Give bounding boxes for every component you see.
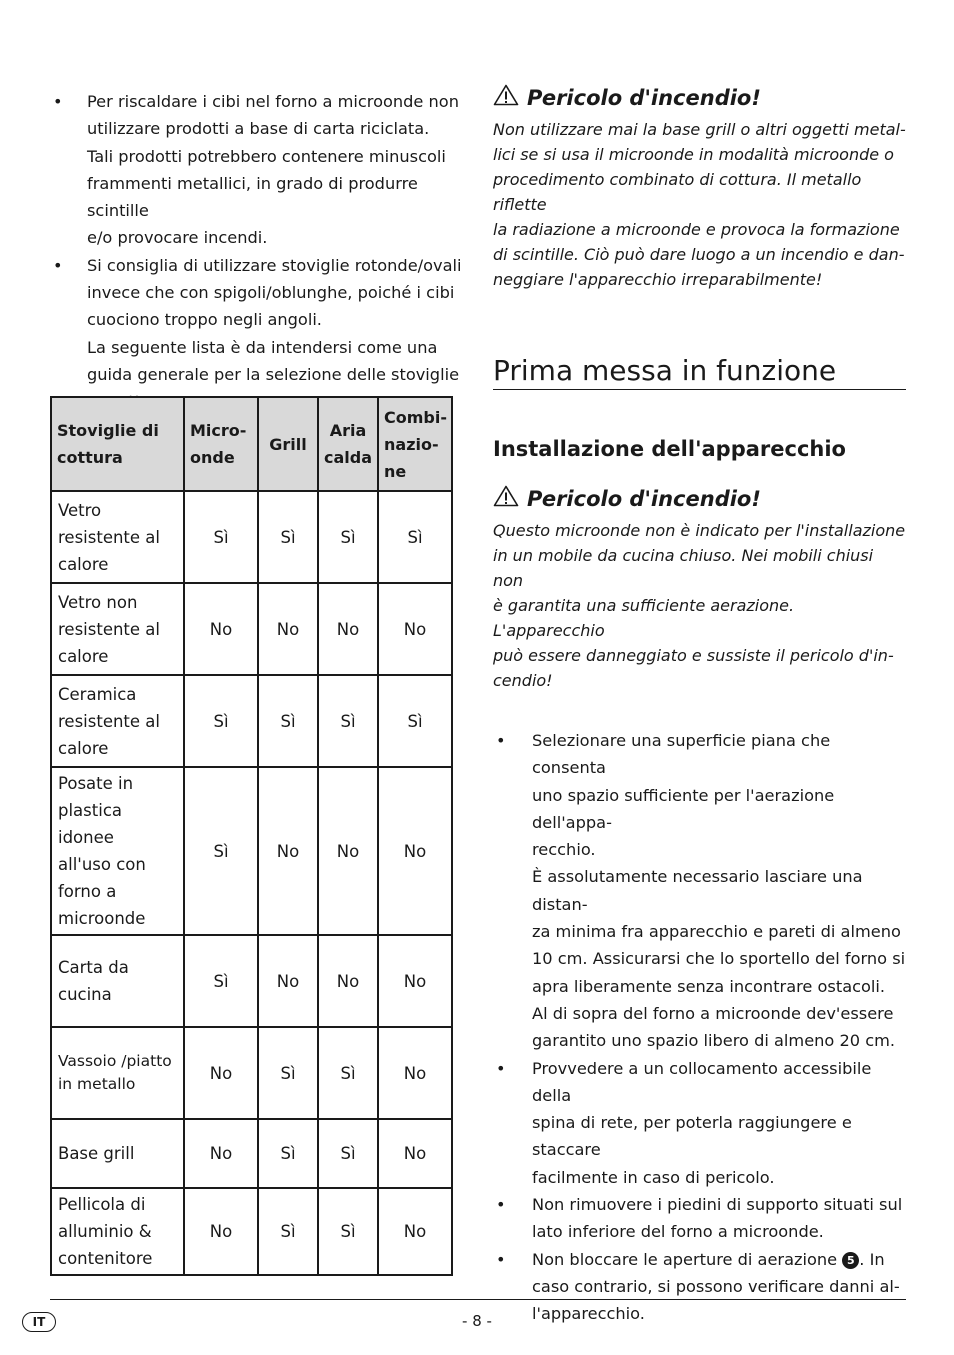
table-cell: No [184, 1027, 258, 1119]
warning-fire-1 [493, 84, 906, 292]
table-cell: No [258, 583, 318, 675]
warning-triangle-icon [493, 485, 519, 512]
bullet-line: Selezionare una superficie piana che consenta [532, 731, 831, 778]
cell-line: Base grill [58, 1144, 135, 1163]
warning-heading [493, 84, 906, 111]
right-column [493, 84, 906, 1328]
cell-line: in metallo [58, 1075, 136, 1093]
installation-bullet-list [493, 727, 906, 1328]
warning-heading [493, 485, 906, 512]
cell-line: forno a [58, 882, 117, 901]
table-cell: No [378, 1188, 452, 1275]
table-cell: Sì [318, 1188, 378, 1275]
bullet-icon: • [496, 731, 506, 750]
table-row [51, 1188, 452, 1275]
cell-line: microonde [58, 909, 146, 928]
table-cell: No [378, 935, 452, 1027]
header-line: cottura [57, 448, 123, 467]
cookware-name [51, 935, 184, 1027]
table-cell: Sì [318, 1119, 378, 1188]
subsection-title: Installazione dell'apparecchio [493, 437, 846, 461]
header-hot-air [318, 397, 378, 491]
text-segment: Non bloccare le aperture di aerazione [532, 1249, 843, 1269]
header-line: Stoviglie di [57, 421, 159, 440]
cell-line: Posate in [58, 774, 134, 793]
text-line: di scintille. Ciò può dare luogo a un incendio e dan- [493, 245, 905, 264]
cell-line: Ceramica [58, 684, 137, 704]
table-row [51, 935, 452, 1027]
list-item [493, 1191, 906, 1246]
text-line: procedimento combinato di cottura. Il metallo riflette [493, 170, 862, 214]
cell-line: calore [58, 646, 109, 666]
cookware-name [51, 583, 184, 675]
text-segment: . In [859, 1249, 885, 1269]
cell-line: resistente al [58, 619, 160, 639]
cell-line: Pellicola di [58, 1195, 146, 1214]
list-item [493, 1055, 906, 1191]
bullet-line: spina di rete, per poterla raggiungere e staccare [532, 1113, 852, 1160]
cookware-name [51, 1027, 184, 1119]
cookware-name [51, 1119, 184, 1188]
table-cell: Sì [258, 675, 318, 767]
table-cell: Sì [184, 491, 258, 583]
table-cell: No [318, 935, 378, 1027]
bullet-icon: • [496, 1249, 506, 1269]
table-row [51, 583, 452, 675]
cell-line: plastica idonee [58, 801, 123, 847]
table-cell: No [318, 583, 378, 675]
bullet-line: Per riscaldare i cibi nel forno a microonde non [87, 92, 459, 111]
cell-line: Vetro non [58, 592, 138, 612]
header-grill [258, 397, 318, 491]
table-header-row [51, 397, 452, 491]
cookware-table [50, 396, 453, 1276]
cookware-name [51, 491, 184, 583]
bullet-line: La seguente lista è da intendersi come una [87, 337, 438, 357]
bullet-line: 10 cm. Assicurarsi che lo sportello del forno si [532, 949, 906, 969]
bullet-line: Non rimuovere i piedini di supporto situati sul [532, 1195, 903, 1215]
header-cookware [51, 397, 184, 491]
table-cell: No [318, 767, 378, 935]
header-line: calda [324, 448, 373, 467]
table-row [51, 767, 452, 935]
table-cell: Sì [378, 491, 452, 583]
table-cell: No [378, 583, 452, 675]
text-line: lici se si usa il microonde in modalità microonde o [493, 145, 894, 164]
text-line: neggiare l'apparecchio irreparabilmente! [493, 270, 823, 289]
list-item [50, 252, 465, 416]
table-row [51, 491, 452, 583]
bullet-line: e/o provocare incendi. [87, 228, 268, 248]
list-item [493, 727, 906, 1055]
text-line: Questo microonde non è indicato per l'installazione [493, 521, 906, 540]
table-cell: No [258, 767, 318, 935]
table-cell: Sì [184, 675, 258, 767]
bullet-line: Tali prodotti potrebbero contenere minuscoli [87, 146, 446, 166]
table-cell: Sì [184, 767, 258, 935]
bullet-line: facilmente in caso di pericolo. [532, 1167, 775, 1187]
cell-line: resistente al [58, 527, 160, 547]
header-line: Grill [269, 434, 307, 454]
cookware-name [51, 1188, 184, 1275]
bullet-line: guida generale per la selezione delle stoviglie [87, 364, 460, 384]
table-cell: Sì [258, 1188, 318, 1275]
bullet-line: Si consiglia di utilizzare stoviglie rotonde/ovali [87, 255, 462, 275]
cell-line: contenitore [58, 1249, 153, 1268]
bullet-line: lato inferiore del forno a microonde. [532, 1222, 824, 1242]
bullet-line: garantito uno spazio libero di almeno 20 cm. [532, 1031, 896, 1051]
warning-text [493, 117, 906, 292]
text-line: la radiazione a microonde e provoca la formazione [493, 220, 900, 239]
bullet-line: È assolutamente necessario lasciare una distan- [532, 867, 863, 914]
table-cell: No [184, 1119, 258, 1188]
table-cell: No [378, 1027, 452, 1119]
text-line: è garantita una sufficiente aerazione. L'apparecchio [493, 596, 795, 640]
bullet-icon: • [53, 92, 63, 111]
header-line: onde [190, 448, 235, 467]
table-cell: Sì [258, 1119, 318, 1188]
table-cell: Sì [258, 491, 318, 583]
cell-line: Vetro [58, 500, 102, 520]
bullet-line: utilizzare prodotti a base di carta riciclata. [87, 119, 430, 139]
table-row [51, 675, 452, 767]
header-microwave [184, 397, 258, 491]
header-line: Micro- [190, 421, 247, 440]
table-cell: Sì [258, 1027, 318, 1119]
table-cell: Sì [184, 935, 258, 1027]
header-line: ne [384, 461, 407, 481]
section-title: Prima messa in funzione [493, 354, 906, 390]
footer-divider [50, 1299, 906, 1300]
cell-line: cucina [58, 985, 112, 1004]
cookware-name [51, 767, 184, 935]
table-cell: No [378, 1119, 452, 1188]
text-line: può essere danneggiato e sussiste il pericolo d'in- [493, 646, 894, 665]
bullet-line: uno spazio sufficiente per l'aerazione dell'appa- [532, 785, 835, 832]
bullet-icon: • [496, 1195, 506, 1215]
bullet-line: frammenti metallici, in grado di produrre scintille [87, 173, 418, 221]
table-cell: No [258, 935, 318, 1027]
bullet-icon: • [53, 255, 63, 275]
bullet-icon: • [496, 1058, 506, 1078]
page-number: - 8 - [462, 1312, 492, 1330]
header-line: Combi- [384, 407, 447, 427]
cell-line: calore [58, 554, 109, 574]
bullet-line: invece che con spigoli/oblunghe, poiché i cibi [87, 283, 455, 303]
bullet-line: Al di sopra del forno a microonde dev'essere [532, 1003, 894, 1023]
text-line: cendio! [493, 671, 553, 690]
table-row [51, 1119, 452, 1188]
language-badge: IT [22, 1312, 56, 1332]
warning-triangle-icon [493, 84, 519, 111]
bullet-line: apra liberamente senza incontrare ostacoli. [532, 976, 886, 996]
left-column [50, 88, 465, 416]
table-cell: No [184, 583, 258, 675]
warning-text [493, 518, 906, 693]
cell-line: calore [58, 738, 109, 758]
table-cell: No [378, 767, 452, 935]
text-line: in un mobile da cucina chiuso. Nei mobili chiusi non [493, 546, 874, 590]
bullet-line: l'apparecchio. [532, 1304, 645, 1324]
table-cell: Sì [318, 675, 378, 767]
list-item [50, 88, 465, 252]
table-cell: No [184, 1188, 258, 1275]
bullet-line: za minima fra apparecchio e pareti di almeno [532, 922, 901, 942]
bullet-line: Provvedere a un collocamento accessibile della [532, 1058, 872, 1105]
warning-fire-2 [493, 485, 906, 693]
warning-title: Pericolo d'incendio! [527, 85, 761, 110]
cell-line: resistente al [58, 711, 160, 731]
cell-line: all'uso con [58, 855, 146, 874]
warning-title: Pericolo d'incendio! [527, 486, 761, 511]
bullet-line [532, 1246, 906, 1273]
table-cell: Sì [378, 675, 452, 767]
bullet-line: recchio. [532, 840, 596, 860]
cookware-name [51, 675, 184, 767]
bullet-line: caso contrario, si possono verificare danni al- [532, 1276, 900, 1296]
intro-bullet-list [50, 88, 465, 416]
table-cell: Sì [318, 491, 378, 583]
header-line: Aria [329, 421, 367, 440]
cell-line: alluminio & [58, 1222, 152, 1241]
cell-line: Carta da [58, 958, 129, 977]
ventilation-openings-ref-number-icon: 5 [842, 1252, 859, 1269]
header-line: nazio- [384, 434, 439, 454]
text-line: Non utilizzare mai la base grill o altri oggetti metal- [493, 120, 906, 139]
table-row [51, 1027, 452, 1119]
header-combination [378, 397, 452, 491]
table-cell: Sì [318, 1027, 378, 1119]
bullet-line: cuociono troppo negli angoli. [87, 310, 322, 330]
cell-line: Vassoio /piatto [58, 1052, 172, 1070]
